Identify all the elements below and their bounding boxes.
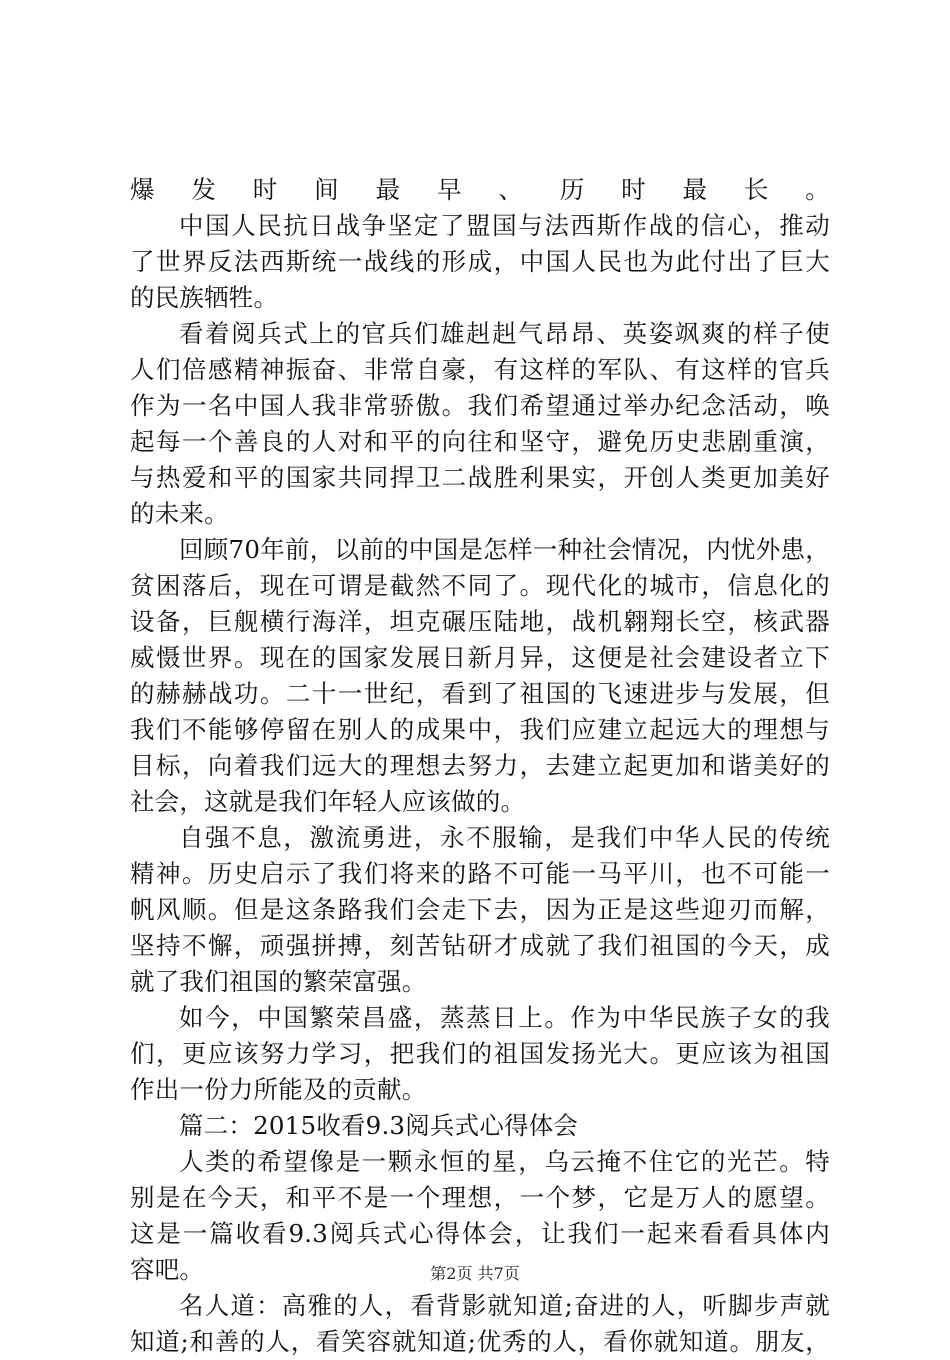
text-line: 与热爱和平的国家共同捍卫二战胜利果实，开创人类更加美好 xyxy=(130,463,830,492)
text-line: 坚持不懈，顽强拼搏，刻苦钻研才成就了我们祖国的今天，成 xyxy=(130,931,830,960)
text-line: 的未来。 xyxy=(130,499,229,528)
text-line: 如今，中国繁荣昌盛，蒸蒸日上。作为中华民族子女的我 xyxy=(179,1003,830,1032)
text-line: 设备，巨舰横行海洋，坦克碾压陆地，战机翱翔长空，核武器 xyxy=(130,607,830,636)
section-heading: 篇二：2015收看9.3阅兵式心得体会 xyxy=(179,1111,579,1140)
text-line: 容吧。 xyxy=(130,1255,205,1284)
text-line: 我们不能够停留在别人的成果中，我们应建立起远大的理想与 xyxy=(130,715,830,744)
text-line: 回顾70年前，以前的中国是怎样一种社会情况，内忧外患， xyxy=(179,535,830,564)
text-line: 人类的希望像是一颗永恒的星，乌云掩不住它的光芒。特 xyxy=(179,1147,830,1176)
text-line: 知道;和善的人，看笑容就知道;优秀的人，看你就知道。朋友， xyxy=(130,1327,830,1356)
text-line: 看着阅兵式上的官兵们雄赳赳气昂昂、英姿飒爽的样子使 xyxy=(179,319,830,348)
text-line: 威慑世界。现在的国家发展日新月异，这便是社会建设者立下 xyxy=(130,643,830,672)
text-line: 作出一份力所能及的贡献。 xyxy=(130,1075,427,1104)
text-line: 的民族牺牲。 xyxy=(130,283,279,312)
text-line: 帆风顺。但是这条路我们会走下去，因为正是这些迎刃而解， xyxy=(130,895,830,924)
text-line: 人们倍感精神振奋、非常自豪，有这样的军队、有这样的官兵 xyxy=(130,355,830,384)
text-line: 自强不息，激流勇进，永不服输，是我们中华人民的传统 xyxy=(179,823,830,852)
text-line: 贫困落后，现在可谓是截然不同了。现代化的城市，信息化的 xyxy=(130,571,830,600)
text-line: 爆发时间最早、历时最长。 xyxy=(130,175,830,204)
text-line: 中国人民抗日战争坚定了盟国与法西斯作战的信心，推动 xyxy=(179,211,830,240)
text-line: 名人道：高雅的人，看背影就知道;奋进的人，听脚步声就 xyxy=(179,1291,830,1320)
text-line: 的赫赫战功。二十一世纪，看到了祖国的飞速进步与发展，但 xyxy=(130,679,830,708)
text-line: 目标，向着我们远大的理想去努力，去建立起更加和谐美好的 xyxy=(130,751,830,780)
text-line: 社会，这就是我们年轻人应该做的。 xyxy=(130,787,526,816)
text-line: 这是一篇收看9.3阅兵式心得体会，让我们一起来看看具体内 xyxy=(130,1219,830,1248)
page-footer: 第2页 共7页 xyxy=(430,1264,520,1283)
body-text xyxy=(130,172,830,1360)
text-line: 精神。历史启示了我们将来的路不可能一马平川，也不可能一 xyxy=(130,859,830,888)
text-line: 了世界反法西斯统一战线的形成，中国人民也为此付出了巨大 xyxy=(130,247,830,276)
text-line: 起每一个善良的人对和平的向往和坚守，避免历史悲剧重演， xyxy=(130,427,830,456)
text-line: 作为一名中国人我非常骄傲。我们希望通过举办纪念活动，唤 xyxy=(130,391,830,420)
text-line: 们，更应该努力学习，把我们的祖国发扬光大。更应该为祖国 xyxy=(130,1039,830,1068)
text-line: 就了我们祖国的繁荣富强。 xyxy=(130,967,427,996)
text-line: 别是在今天，和平不是一个理想，一个梦，它是万人的愿望。 xyxy=(130,1183,830,1212)
